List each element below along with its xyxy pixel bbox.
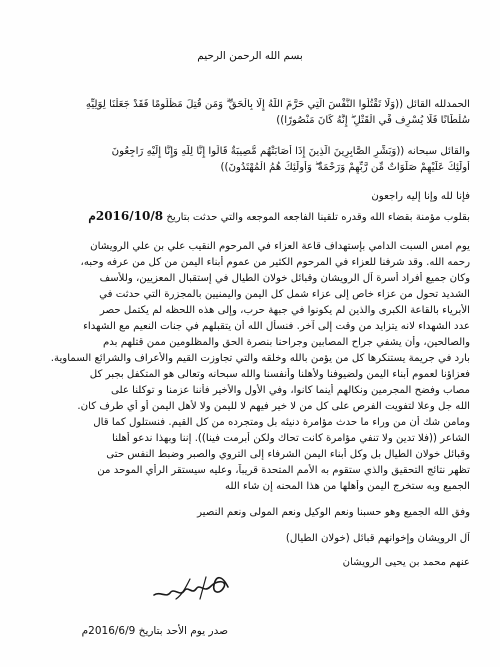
- body-line: فعزاؤنا لعموم أبناء اليمن ولضيوفنا ولأهلنا وأنفسنا والله سبحانه وتعالى هو المتكفل بجبر كل: [89, 369, 470, 380]
- body-line: وقبائل خولان الطيال بل وكل أبناء اليمن الشرفاء إلى التروي والصبر وضبط النفس حتى: [106, 449, 470, 460]
- body-line: عدد الشهداء لانه يتزايد من وقت إلى آخر. فنسأل الله أن يتقبلهم في جنات النعيم مع الشهداء: [83, 321, 470, 332]
- issue-date-line: صدر يوم الأحد بتاريخ 2016/6/9م: [81, 625, 228, 637]
- quran-verse-1-line-2: سُلْطَانًا فَلَا يُسْرِف فِّي الْقَتْلِ ۖ إِنَّهُ كَانَ مَنْصُورًا)): [276, 115, 470, 126]
- signer-name: عنهم محمد بن يحيى الرويشان: [342, 557, 470, 568]
- body-line: وكان جميع أفراد أسرة آل الرويشان وقبائل خولان الطيال في إستقبال المعزيين، وللأسف: [99, 273, 470, 284]
- incident-date: 2016/10/8م: [88, 210, 164, 223]
- body-line: والصالحين، وأن يشفي جراح المصابين وجراحنا بنصرة الحق والمظلومين ممن قتلهم بدم: [102, 337, 470, 348]
- inna-lillah-line: فإنا لله وإنا إليه راجعون: [371, 191, 470, 202]
- body-line: مصاب وفضح المجرمين ونكالهم أينما كانوا، وفي الأول والأخير فأننا عزمنا و توكلنا على: [110, 385, 470, 396]
- body-line: الأبرياء بالقاعة الكبرى والذين لم يكونوا في جبهة حرب، وإلى هذه اللحظه لم يكتمل حصر: [99, 305, 470, 316]
- quran-verse-2-line-1: والقائل سبحانه ((وَبَشِّرِ الصَّابِرِينَ الَّذِينَ إِذَا أَصَابَتْهُم مُّصِيبَةٌ قَالُوا إِنَّا لِلَّهِ وَإِنَّا إِلَيْهِ رَاجِعُونَ: [111, 146, 470, 157]
- body-line: الشاعر ((فلا تدين ولا تنفي مؤامرة كانت تحاك ولكن أبرمت فينا)). إننا وبهذا ندعو أهلنا: [111, 433, 470, 444]
- intro-line: [28, 210, 470, 224]
- body-line: رحمه الله. وقد شرفنا للعزاء في المرحوم الكثير من عموم أبناء اليمن من كل من عرفه وحبه،: [80, 257, 470, 268]
- closing-prayer: وفق الله الجميع وهو حسبنا ونعم الوكيل ونعم المولى ونعم النصير: [197, 507, 470, 518]
- intro-text: بقلوب مؤمنة بقضاء الله وقدره تلقينا الفاجعه الموجعه والتي حدثت بتاريخ: [166, 212, 470, 223]
- body-line: بارد في جريمة يستنكرها كل من يؤمن بالله وخلقه والتي تجاوزت القيم والأعراف والشرائع السماوية.: [50, 353, 470, 364]
- quran-verse-2-line-2: أُولَٰئِكَ عَلَيْهِمْ صَلَوَاتٌ مِّن رَّبِّهِمْ وَرَحْمَةٌ ۖ وَأُولَٰئِكَ هُمُ الْمُهْتَدُونَ)): [220, 162, 470, 173]
- body-line: تظهر نتائج التحقيق والذي ستقوم به الأمم المتحدة قريباً، وعليه سيستقر الرأي الموحد من: [97, 465, 470, 476]
- body-line: الله جل وعلا لتفويت الفرص على كل من لا خير فيهم لا لليمن ولا لأهل اليمن أو أي طرف كان.: [77, 401, 470, 412]
- body-line: ومامن شك أن من وراء ما حدث مؤامرة دنيئه بل ومتجرده من كل القيم. فنستلول كما قال: [93, 417, 470, 428]
- body-line: الجميع وبه ستخرج اليمن وأهلها من هذا المحنه إن شاء الله: [224, 481, 470, 492]
- handwritten-signature: [130, 565, 250, 605]
- family-signature: آل الرويشان وإخوانهم قبائل (خولان الطيال): [285, 533, 470, 544]
- body-line: يوم امس السبت الدامي بإستهداف قاعة العزاء في المرحوم النقيب علي بن علي الرويشان: [90, 241, 470, 252]
- quran-verse-1-line-1: الحمدلله القائل ((وَلَا تَقْتُلُوا النَّفْسَ الَّتِي حَرَّمَ اللَّهُ إِلَّا بِالْحَقِّ ۗ وَمَن قُتِلَ مَظْلُومًا فَقَدْ جَعَلْنَا لِوَلِيِّهِ: [85, 99, 470, 110]
- body-line: الشديد تحول من عزاء خاص إلى عزاء شمل كل اليمن واليمنيين بالمجزرة التي حدثت في: [99, 289, 470, 300]
- basmala: بسم الله الرحمن الرحيم: [197, 50, 303, 62]
